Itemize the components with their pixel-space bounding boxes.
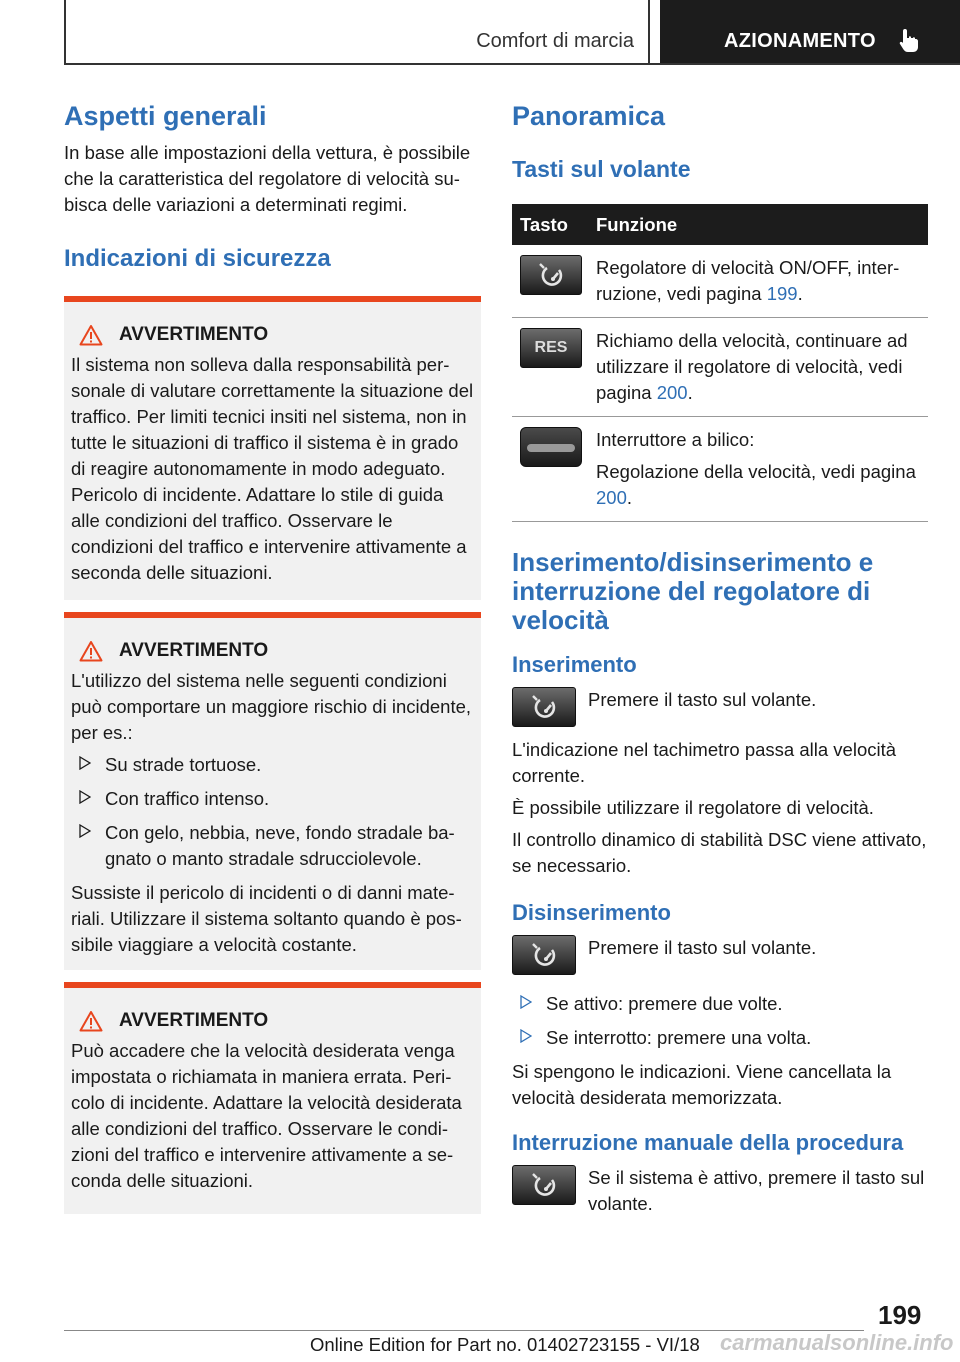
- onoff-heading: Inserimento/disinserimento e interruzione del regolatore di velocità: [512, 547, 874, 635]
- bullet-triangle-icon: [79, 756, 91, 770]
- warning-triangle-icon: [79, 640, 103, 662]
- list-item: Su strade tortuose.: [71, 752, 475, 778]
- on-heading: Inserimento: [512, 652, 637, 677]
- keys-heading: Tasti sul volante: [512, 156, 691, 182]
- chapter-title: AZIONAMENTO: [724, 30, 876, 52]
- page-link[interactable]: 199: [766, 283, 798, 304]
- condition-list: [71, 752, 475, 872]
- edition-text: Online Edition for Part no. 01402723155 - VI/18: [310, 1334, 700, 1355]
- on-instruction: Premere il tasto sul volante.: [588, 689, 817, 710]
- interrupt-heading: Interruzione manuale della procedura: [512, 1130, 904, 1155]
- header-rule: [64, 63, 960, 65]
- left-column: [64, 100, 481, 1214]
- interrupt-instruction: Se il sistema è attivo, premere il tasto sul volante.: [588, 1167, 925, 1214]
- on-text-1: L'indicazione nel tachimetro passa alla velocità corrente.: [512, 739, 897, 786]
- header-chapter: [660, 0, 960, 65]
- list-item: Se interrotto: premere una volta.: [512, 1025, 928, 1051]
- bullet-triangle-icon: [520, 995, 532, 1009]
- off-instruction: Premere il tasto sul volante.: [588, 937, 817, 958]
- table-row: Regolatore di velocità ON/OFF, interruzione, vedi pagina 199.: [512, 245, 928, 318]
- page-link[interactable]: 200: [656, 382, 688, 403]
- warning-box-1: [64, 296, 481, 600]
- col-key: Tasto: [512, 204, 588, 245]
- general-text: In base alle impostazioni della vettura, è possibile che la caratteristica del regolatore di velocità subisca delle variazioni a determinati regimi.: [64, 142, 471, 215]
- keys-table: [512, 204, 928, 522]
- warning-text: L'utilizzo del sistema nelle seguenti condizioni può comportare un maggiore rischio di incidente, per es.:: [71, 670, 472, 743]
- table-header-row: [512, 204, 928, 245]
- cruise-control-button-icon: [520, 255, 582, 295]
- list-item: Con traffico intenso.: [71, 786, 475, 812]
- watermark: carmanualsonline.info: [720, 1330, 954, 1355]
- col-function: Funzione: [588, 204, 928, 245]
- warning-box-3: [64, 982, 481, 1214]
- off-heading: Disinserimento: [512, 900, 671, 925]
- warning-title: AVVERTIMENTO: [119, 1010, 269, 1031]
- right-column: [512, 100, 928, 1217]
- bullet-triangle-icon: [79, 790, 91, 804]
- general-heading: Aspetti generali: [64, 101, 267, 131]
- warning-box-2: [64, 612, 481, 970]
- warning-triangle-icon: [79, 324, 103, 346]
- overview-heading: Panoramica: [512, 101, 666, 131]
- res-button-icon: RES: [520, 328, 582, 368]
- off-list: [512, 991, 928, 1051]
- cruise-control-button-icon: [512, 687, 576, 727]
- section-title: Comfort di marcia: [476, 30, 634, 52]
- warning-text: Il sistema non solleva dalla responsabilità personale di valutare correttamente la situazione del traffico. Per limiti tecnici insiti nel sistema, non in tutte le situazioni di traffico il sistema è in grado di reagire autonomamente in modo adeguato. Pericolo di incidente. Adattare lo stile di guida alle condizioni del traffico. Osservare le condizioni del traffico e intervenire attivamente a seconda delle situazioni.: [71, 354, 474, 583]
- page-link[interactable]: 200: [596, 487, 627, 508]
- table-row: RES Richiamo della velocità, continuare ad utilizzare il regolatore di velocità, vedi pagina 200.: [512, 318, 928, 417]
- list-item: Con gelo, nebbia, neve, fondo stradale bagnato o manto stradale sdrucciolevole.: [71, 820, 475, 872]
- on-text-3: Il controllo dinamico di stabilità DSC viene attivato, se necessario.: [512, 829, 927, 876]
- bullet-triangle-icon: [520, 1029, 532, 1043]
- page-number: 199: [878, 1300, 922, 1330]
- pointing-hand-icon: [896, 27, 922, 53]
- warning-title: AVVERTIMENTO: [119, 640, 269, 661]
- on-text-2: È possibile utilizzare il regolatore di velocità.: [512, 797, 874, 818]
- list-item: Se attivo: premere due volte.: [512, 991, 928, 1017]
- safety-heading: Indicazioni di sicurezza: [64, 245, 331, 272]
- warning-text-2: Sussiste il pericolo di incidenti o di danni materiali. Utilizzare il sistema soltanto quando è possibile viaggiare a velocità costante.: [71, 882, 462, 955]
- rocker-switch-icon: [520, 427, 582, 467]
- table-row: Interruttore a bilico: Regolazione della velocità, vedi pagina 200.: [512, 417, 928, 522]
- warning-text: Può accadere che la velocità desiderata venga impostata o richiamata in maniera errata. Pericolo di incidente. Adattare la velocità desiderata alle condizioni del traffico. Osservare le condizioni del traffico e intervenire attivamente a seconda delle situazioni.: [71, 1040, 462, 1191]
- warning-triangle-icon: [79, 1010, 103, 1032]
- warning-title: AVVERTIMENTO: [119, 324, 269, 345]
- cruise-control-button-icon: [512, 1165, 576, 1205]
- off-text: Si spengono le indicazioni. Viene cancellata la velocità desiderata memorizzata.: [512, 1061, 892, 1108]
- bullet-triangle-icon: [79, 824, 91, 838]
- header-section: [64, 0, 650, 65]
- cruise-control-button-icon: [512, 935, 576, 975]
